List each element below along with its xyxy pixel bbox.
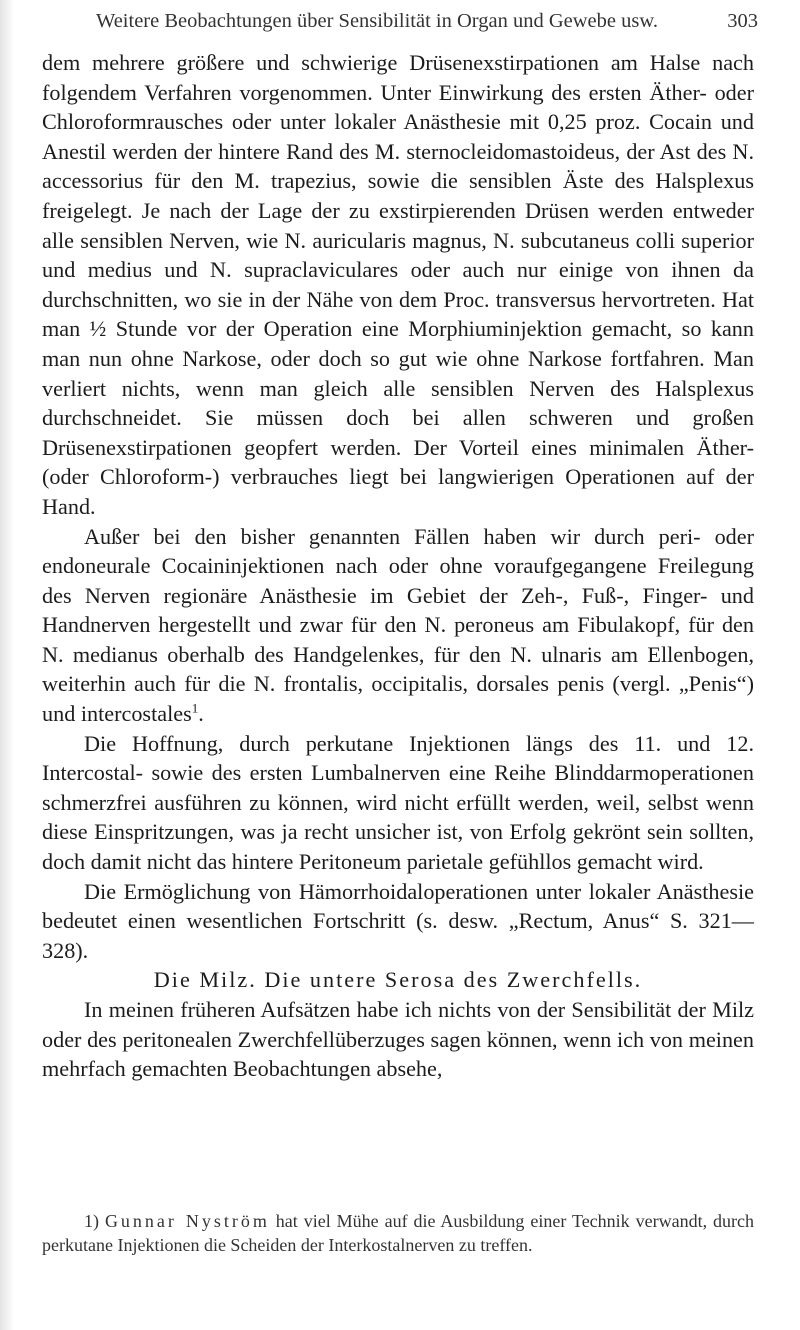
footnote-reference: 1: [191, 700, 199, 716]
paragraph-3: Die Hoffnung, durch perkutane Injektionen längs des 11. und 12. Intercostal- sowie des ersten Lumbalnerven eine Reihe Blinddarmoperationen schmerzfrei ausführen zu können, wird nicht erfüllt werden, weil, selbst wenn diese Einspritzungen, was ja recht unsicher ist, von Erfolg gekrönt sein sollten, doch damit nicht das hintere Peritoneum parietale gefühllos gemacht wird.: [42, 730, 754, 875]
running-header: [48, 10, 758, 40]
page-body: [42, 48, 754, 1084]
paragraph-2-text: Außer bei den bisher genannten Fällen haben wir durch peri- oder endoneurale Cocaininjektionen nach oder ohne voraufgegangene Freilegung des Nerven regionäre Anästhesie im Gebiet der Zeh-, Fuß-, Finger- und Handnerven hergestellt und zwar für den N. peroneus am Fibulakopf, für den N. medianus oberhalb des Handgelenkes, für den N. ulnaris am Ellenbogen, weiterhin auch für die N. frontalis, occipitalis, dorsales penis (vergl. „Penis“) und intercostales: [42, 523, 754, 727]
paragraph-2: [42, 522, 754, 729]
paragraph-1: dem mehrere größere und schwierige Drüsenexstirpationen am Halse nach folgendem Verfahren vorgenommen. Unter Einwirkung des ersten Äther- oder Chloroformrausches oder unter lokaler Anästhesie mit 0,25 proz. Cocain und Anestil werden der hintere Rand des M. sternocleidomastoideus, der Ast des N. accessorius für den M. trapezius, sowie die sensiblen Äste des Halsplexus freigelegt. Je nach der Lage der zu exstirpierenden Drüsen werden entweder alle sensiblen Nerven, wie N. auricularis magnus, N. subcutaneus colli superior und medius und N. supraclaviculares oder auch nur einige von ihnen da durchschnitten, wo sie in der Nähe von dem Proc. transversus hervortreten. Hat man ½ Stunde vor der Operation eine Morphiuminjektion gemacht, so kann man nun ohne Narkose, oder doch so gut wie ohne Narkose fortfahren. Man verliert nichts, wenn man gleich alle sensiblen Nerven des Halsplexus durchschneidet. Sie müssen doch bei allen schweren und großen Drüsenexstirpationen geopfert werden. Der Vorteil eines minimalen Äther- (oder Chloroform-) verbrauches liegt bei langwierigen Operationen auf der Hand.: [42, 50, 754, 519]
footnote-text: hat viel Mühe auf die Ausbildung einer Technik verwandt, durch perkutane Injektionen die Scheiden der Interkostalnerven zu treffen.: [42, 1211, 754, 1255]
page-edge-shadow: [0, 0, 14, 1330]
section-title: Die Milz. Die untere Serosa des Zwerchfells.: [153, 967, 643, 993]
running-title: Weitere Beobachtungen über Sensibilität in Organ und Gewebe usw.: [96, 10, 658, 32]
footnote-marker: 1): [84, 1211, 99, 1231]
footnote-author: Gunnar Nyström: [104, 1211, 270, 1231]
paragraph-4: Die Ermöglichung von Hämorrhoidaloperationen unter lokaler Anästhesie bedeutet einen wesentlichen Fortschritt (s. desw. „Rectum, Anus“ S. 321—328).: [42, 878, 754, 963]
footnotes: [42, 1210, 754, 1257]
page-number: 303: [727, 10, 758, 32]
paragraph-5: In meinen früheren Aufsätzen habe ich nichts von der Sensibilität der Milz oder des peritonealen Zwerchfellüberzuges sagen können, wenn ich von meinen mehrfach gemachten Beobachtungen absehe,: [42, 997, 754, 1082]
paragraph-2-end: .: [198, 701, 204, 727]
footnote-1: [42, 1210, 754, 1257]
